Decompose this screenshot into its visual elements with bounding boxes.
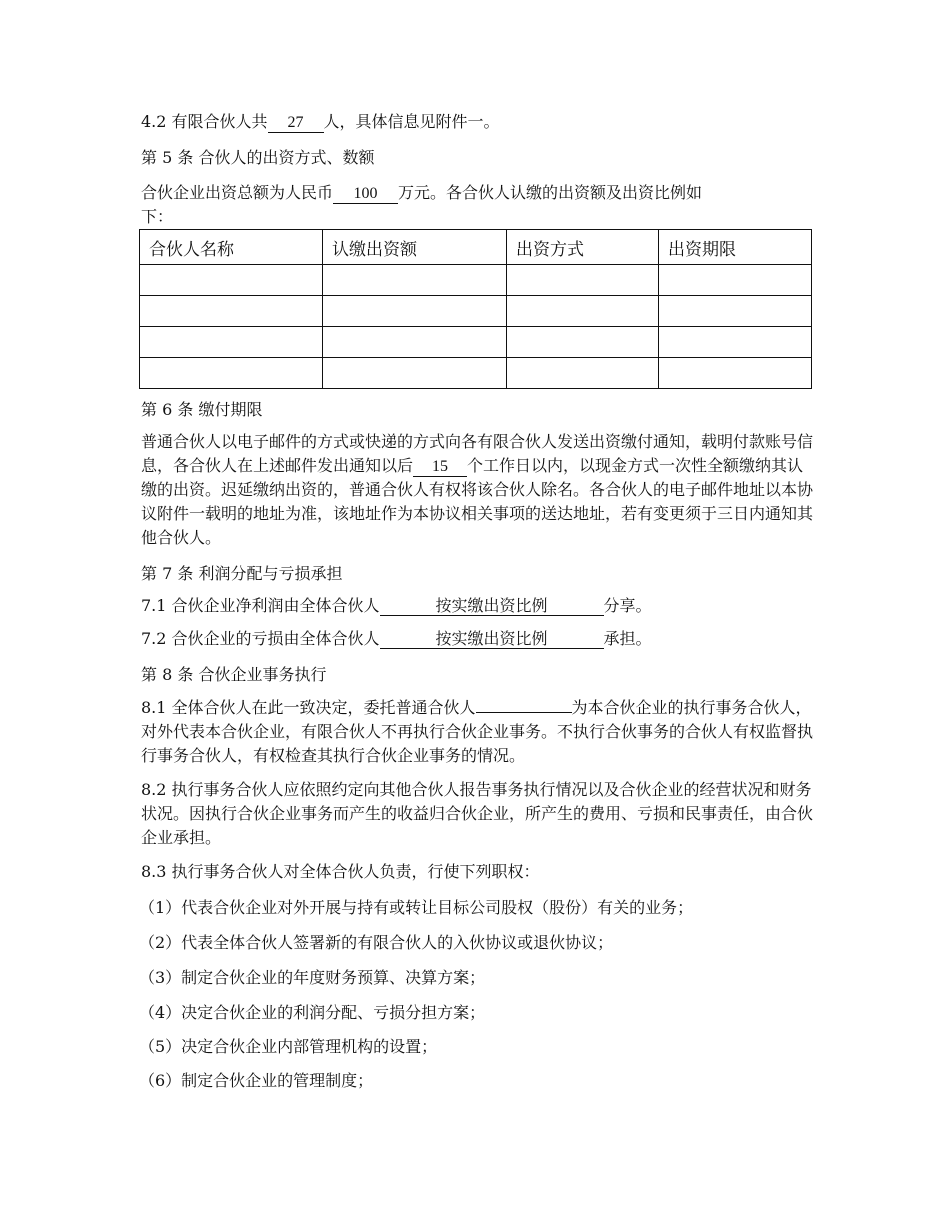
limited-partner-count: 27 <box>268 114 324 133</box>
table-cell <box>659 327 812 358</box>
total-capital-amount: 100 <box>333 185 398 204</box>
table-cell <box>659 358 812 389</box>
table-cell <box>140 358 323 389</box>
duty-item: （5）决定合伙企业内部管理机构的设置； <box>139 1037 438 1056</box>
payment-days: 15 <box>413 458 467 477</box>
duty-item: （3）制定合伙企业的年度财务预算、决算方案； <box>139 968 486 987</box>
header-contribution-method: 出资方式 <box>507 230 659 265</box>
table-row <box>140 327 812 358</box>
table-row <box>140 265 812 296</box>
clause-4-2-prefix: 4.2 有限合伙人共 <box>141 112 268 131</box>
clause-8-1-prefix: 8.1 全体合伙人在此一致决定，委托普通合伙人 <box>141 698 476 717</box>
article-6-text-1: 普通合伙人以电子邮件的方式或快递的方式向各有限合伙人发送出资缴付通知，载明付款账号信息，各合伙人在上述邮件发出通知以后 <box>141 432 814 475</box>
article-5-title: 第 5 条 合伙人的出资方式、数额 <box>141 148 375 167</box>
executive-partner-blank <box>476 694 572 713</box>
table-cell <box>323 358 507 389</box>
article-6-title: 第 6 条 缴付期限 <box>141 400 263 419</box>
duty-item: （4）决定合伙企业的利润分配、亏损分担方案； <box>139 1003 486 1022</box>
table-row <box>140 296 812 327</box>
table-header-row <box>140 230 812 265</box>
table-cell <box>507 327 659 358</box>
clause-8-1-suffix: 为本合伙企业的执行事务合伙人，对外代表本合伙企业，有限合伙人不再执行合伙企业事务。不执行合伙事务的合伙人有权监督执行事务合伙人，有权检查其执行合伙企业事务的情况。 <box>141 698 814 765</box>
article-8-title: 第 8 条 合伙企业事务执行 <box>141 665 327 684</box>
table-row <box>140 358 812 389</box>
table-cell <box>140 327 323 358</box>
table-cell <box>659 265 812 296</box>
article-5-text-prefix: 合伙企业出资总额为人民币 <box>141 183 334 202</box>
clause-4-2 <box>141 112 500 133</box>
article-7-title: 第 7 条 利润分配与亏损承担 <box>141 564 343 583</box>
article-5-text-wrap: 下： <box>141 207 174 226</box>
clause-7-1-suffix: 分享。 <box>603 596 652 615</box>
duty-item: （1）代表合伙企业对外开展与持有或转让目标公司股权（股份）有关的业务； <box>139 898 694 917</box>
article-5-text-suffix: 万元。各合伙人认缴的出资额及出资比例如 <box>398 183 703 202</box>
table-cell <box>507 296 659 327</box>
article-6-body <box>141 430 819 550</box>
clause-7-1 <box>141 596 652 616</box>
capital-contribution-table <box>139 229 812 389</box>
clause-7-2-suffix: 承担。 <box>603 629 652 648</box>
clause-7-1-prefix: 7.1 合伙企业净利润由全体合伙人 <box>141 596 380 615</box>
clause-8-3: 8.3 执行事务合伙人对全体合伙人负责，行使下列职权： <box>141 862 540 881</box>
table-cell <box>323 265 507 296</box>
clause-4-2-suffix: 人，具体信息见附件一。 <box>323 112 500 131</box>
clause-7-2 <box>141 629 652 649</box>
table-cell <box>507 358 659 389</box>
clause-7-2-prefix: 7.2 合伙企业的亏损由全体合伙人 <box>141 629 380 648</box>
header-partner-name: 合伙人名称 <box>140 230 323 265</box>
duty-item: （6）制定合伙企业的管理制度； <box>139 1071 374 1090</box>
duty-item: （2）代表全体合伙人签署新的有限合伙人的入伙协议或退伙协议； <box>139 933 614 952</box>
table-cell <box>140 296 323 327</box>
table-cell <box>659 296 812 327</box>
table-cell <box>323 296 507 327</box>
profit-distribution-basis: 按实缴出资比例 <box>380 597 604 616</box>
table-cell <box>323 327 507 358</box>
article-6-text-2: 个工作日以内，以现金方式一次性全额缴纳其认缴的出资。迟延缴纳出资的，普通合伙人有权将该合伙人除名。各合伙人的电子邮件地址以本协议附件一载明的地址为准，该地址作为本协议相关事项的送达地址，若有变更须于三日内通知其他合伙人。 <box>141 456 814 547</box>
article-5-text <box>141 183 702 204</box>
table-cell <box>507 265 659 296</box>
table-cell <box>140 265 323 296</box>
clause-8-1 <box>141 694 817 768</box>
header-subscribed-amount: 认缴出资额 <box>323 230 507 265</box>
loss-sharing-basis: 按实缴出资比例 <box>380 630 604 649</box>
header-contribution-deadline: 出资期限 <box>659 230 812 265</box>
clause-8-2: 8.2 执行事务合伙人应依照约定向其他合伙人报告事务执行情况以及合伙企业的经营状况和财务状况。因执行合伙企业事务而产生的收益归合伙企业，所产生的费用、亏损和民事责任，由合伙企业承担。 <box>141 780 814 847</box>
